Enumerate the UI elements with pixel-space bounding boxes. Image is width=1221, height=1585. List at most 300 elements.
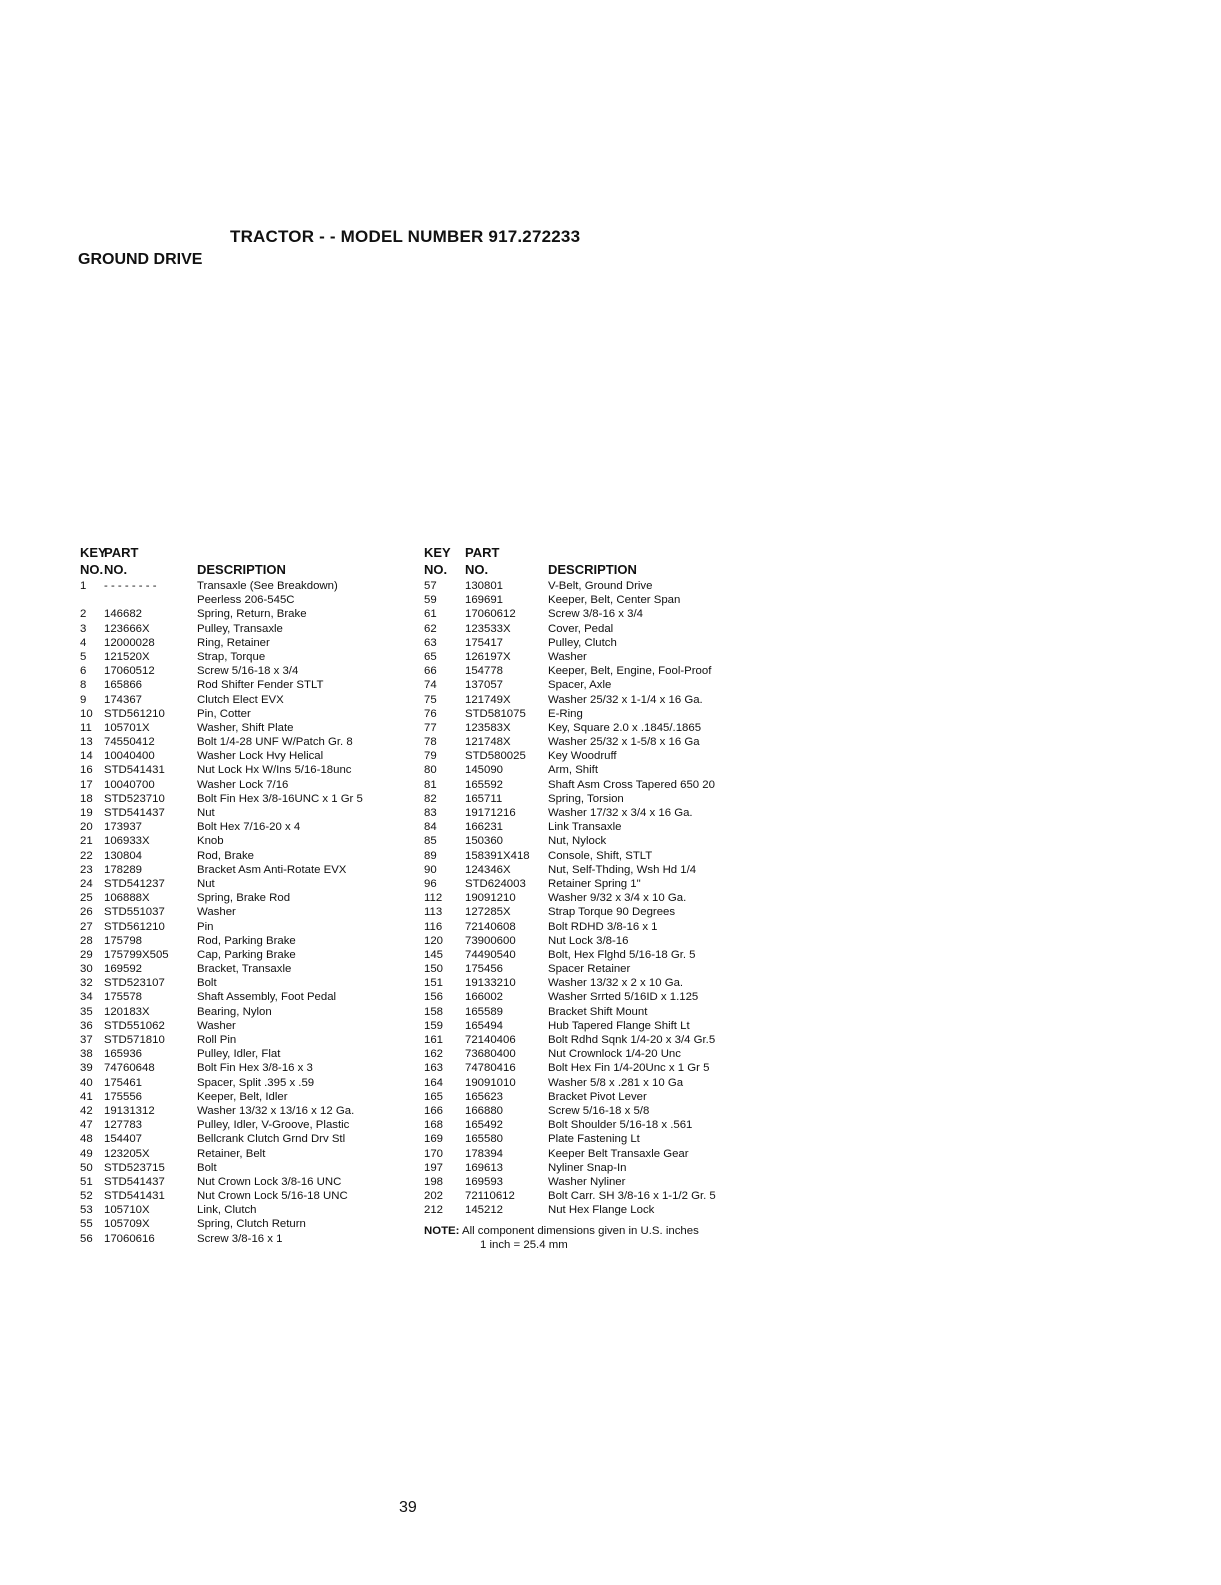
description: Roll Pin	[197, 1034, 237, 1046]
key-no: 151	[424, 977, 444, 990]
table-row	[80, 1189, 410, 1203]
part-no: - - - - - - - -	[104, 580, 157, 592]
description: Washer Lock Hvy Helical	[197, 750, 324, 763]
part-no: 73900600	[465, 934, 516, 947]
key-no: 38	[80, 1048, 93, 1061]
key-no: 79	[424, 750, 437, 763]
description: Keeper, Belt, Center Span	[548, 594, 681, 607]
key-no: 6	[80, 665, 87, 678]
table-row	[424, 1104, 764, 1118]
table-row	[424, 806, 764, 820]
key-no: 28	[80, 934, 93, 947]
table-row	[80, 678, 410, 692]
description: Nut, Self-Thding, Wsh Hd 1/4	[548, 863, 697, 876]
description: Washer 25/32 x 1-5/8 x 16 Ga	[548, 736, 700, 749]
table-row	[424, 905, 764, 919]
key-no: 48	[80, 1133, 93, 1146]
key-no: 156	[424, 991, 444, 1004]
part-no: 174367	[104, 693, 143, 706]
key-no: 169	[424, 1133, 444, 1146]
part-no: 165936	[104, 1048, 143, 1061]
part-no: 169613	[465, 1161, 504, 1174]
key-no: 30	[80, 963, 93, 976]
part-no: 145090	[465, 764, 504, 777]
key-no: 165	[424, 1090, 444, 1103]
part-no: 165623	[465, 1090, 504, 1103]
part-no: STD541431	[104, 1190, 165, 1203]
part-no: 73680400	[465, 1048, 516, 1061]
key-no: 51	[80, 1175, 93, 1188]
table-row	[424, 749, 764, 763]
key-no: 83	[424, 807, 437, 819]
table-row	[424, 721, 764, 735]
description: Bolt RDHD 3/8-16 x 1	[548, 920, 658, 933]
part-no: 165866	[104, 679, 143, 692]
description: Spacer Retainer	[548, 963, 631, 976]
description: Retainer, Belt	[197, 1147, 266, 1160]
key-no: 85	[424, 835, 437, 848]
description: Spacer, Split .395 x .59	[197, 1076, 315, 1089]
part-no: 126197X	[465, 650, 511, 663]
part-no: STD523715	[104, 1161, 165, 1174]
description: Bolt Fin Hex 3/8-16 x 3	[197, 1062, 313, 1075]
description: Nut Crown Lock 5/16-18 UNC	[197, 1190, 348, 1203]
key-no: 66	[424, 665, 437, 678]
table-row	[80, 579, 410, 593]
table-row	[424, 976, 764, 990]
description: Spring, Torsion	[548, 792, 624, 805]
key-no: 56	[80, 1232, 93, 1245]
part-no: 154407	[104, 1133, 143, 1146]
key-no: 41	[80, 1090, 93, 1103]
part-no: 72110612	[465, 1190, 515, 1203]
table-row	[424, 664, 764, 678]
table-row	[424, 948, 764, 962]
note-conversion: 1 inch = 25.4 mm	[480, 1239, 568, 1252]
description: Strap, Torque	[197, 650, 266, 663]
part-no: 169691	[465, 594, 504, 607]
description: V-Belt, Ground Drive	[548, 580, 653, 592]
table-row	[424, 1161, 764, 1175]
table-row	[80, 778, 410, 792]
description: Key, Square 2.0 x .1845/.1865	[548, 721, 702, 734]
part-no: 165589	[465, 1005, 504, 1018]
table-row	[80, 735, 410, 749]
part-no: 74490540	[465, 948, 516, 961]
part-no: STD561210	[104, 707, 165, 720]
table-row	[80, 1147, 410, 1161]
table-row	[424, 1076, 764, 1090]
key-no: 10	[80, 707, 93, 720]
key-no: 24	[80, 877, 93, 890]
part-no: 175417	[465, 636, 504, 649]
description: Bellcrank Clutch Grnd Drv Stl	[197, 1133, 346, 1146]
key-no: 35	[80, 1005, 93, 1018]
key-no: 76	[424, 707, 437, 720]
description: Nut Crown Lock 3/8-16 UNC	[197, 1175, 342, 1188]
description: Keeper Belt Transaxle Gear	[548, 1147, 689, 1160]
part-no: 121748X	[465, 736, 511, 749]
table-row	[424, 735, 764, 749]
key-no: 75	[424, 693, 437, 706]
part-no: 169592	[104, 963, 143, 976]
part-no: STD624003	[465, 877, 526, 890]
part-no: 19091210	[465, 892, 516, 905]
key-no: 120	[424, 934, 444, 947]
header-part-no: NO.	[104, 562, 128, 577]
key-no: 57	[424, 580, 437, 592]
part-no: 165492	[465, 1119, 504, 1132]
part-no: 175799X505	[104, 948, 169, 961]
part-no: 158391X418	[465, 849, 530, 862]
part-no: 105701X	[104, 721, 150, 734]
table-row	[80, 834, 410, 848]
table-row	[424, 763, 764, 777]
description: Nut	[197, 807, 215, 819]
part-no: 175798	[104, 934, 143, 947]
description: Plate Fastening Lt	[548, 1133, 640, 1146]
key-no: 116	[424, 920, 443, 933]
key-no: 40	[80, 1076, 93, 1089]
part-no: 17060612	[465, 608, 516, 621]
part-no: 165711	[465, 792, 503, 805]
key-no: 166	[424, 1104, 444, 1117]
part-no: 105710X	[104, 1204, 150, 1217]
key-no: 164	[424, 1076, 444, 1089]
part-no: 146682	[104, 608, 143, 621]
description: Arm, Shift	[548, 764, 599, 777]
table-row	[80, 1118, 410, 1132]
parts-list-left	[80, 545, 410, 1246]
description: Clutch Elect EVX	[197, 693, 284, 706]
note-label: NOTE:	[424, 1225, 460, 1238]
part-no: STD541431	[104, 764, 165, 777]
key-no: 113	[424, 906, 443, 919]
table-row	[424, 1005, 764, 1019]
key-no: 159	[424, 1019, 444, 1032]
part-no: 127783	[104, 1119, 143, 1132]
header-key-no: NO.	[424, 562, 448, 577]
parts-table-header	[424, 545, 764, 579]
description: Washer	[548, 650, 587, 663]
table-row	[424, 792, 764, 806]
description: Washer 13/32 x 2 x 10 Ga.	[548, 977, 684, 990]
header-part-no: NO.	[465, 562, 489, 577]
key-no: 78	[424, 736, 437, 749]
description: Pulley, Idler, Flat	[197, 1048, 281, 1061]
table-row	[424, 1047, 764, 1061]
key-no: 161	[424, 1034, 444, 1046]
key-no: 89	[424, 849, 437, 862]
description: Washer 25/32 x 1-1/4 x 16 Ga.	[548, 693, 703, 706]
key-no: 55	[80, 1218, 93, 1231]
description: Bolt	[197, 977, 217, 990]
part-no: 121749X	[465, 693, 511, 706]
part-no: 72140608	[465, 920, 516, 933]
part-no: 166231	[465, 821, 504, 834]
part-no: 165592	[465, 778, 504, 791]
part-no: STD580025	[465, 750, 526, 763]
part-no: 175456	[465, 963, 504, 976]
part-no: 10040400	[104, 750, 155, 763]
table-row	[424, 877, 764, 891]
description: Nut Lock 3/8-16	[548, 934, 629, 947]
description: Rod, Parking Brake	[197, 934, 296, 947]
key-no: 42	[80, 1104, 93, 1117]
description: Rod Shifter Fender STLT	[197, 679, 324, 692]
description: Bolt Fin Hex 3/8-16UNC x 1 Gr 5	[197, 792, 363, 805]
table-row	[80, 1104, 410, 1118]
key-no: 14	[80, 750, 93, 763]
key-no: 61	[424, 608, 437, 621]
description: Washer	[197, 1019, 236, 1032]
key-no: 34	[80, 991, 93, 1004]
description: Link, Clutch	[197, 1204, 257, 1217]
key-no: 21	[80, 835, 93, 848]
header-key-no: NO.	[80, 562, 104, 577]
key-no: 22	[80, 849, 93, 862]
description: Washer Nyliner	[548, 1175, 626, 1188]
note-text: All component dimensions given in U.S. inches	[461, 1225, 699, 1238]
key-no: 47	[80, 1119, 93, 1132]
key-no: 170	[424, 1147, 444, 1160]
table-row	[80, 792, 410, 806]
description: Retainer Spring 1"	[548, 877, 641, 890]
key-no: 158	[424, 1005, 444, 1018]
table-row	[80, 1217, 410, 1231]
key-no: 23	[80, 863, 93, 876]
description: Washer Lock 7/16	[197, 778, 289, 791]
part-no: STD581075	[465, 707, 526, 720]
key-no: 36	[80, 1019, 93, 1032]
table-row	[80, 976, 410, 990]
table-row	[80, 721, 410, 735]
description: Cap, Parking Brake	[197, 948, 296, 961]
key-no: 25	[80, 892, 93, 905]
key-no: 145	[424, 948, 444, 961]
key-no: 50	[80, 1161, 93, 1174]
part-no: 175578	[104, 991, 143, 1004]
part-no: STD551062	[104, 1019, 165, 1032]
description: Bolt Rdhd Sqnk 1/4-20 x 3/4 Gr.5	[548, 1034, 716, 1046]
description: Bracket Shift Mount	[548, 1005, 648, 1018]
header-key: KEY	[80, 545, 107, 560]
table-row	[424, 934, 764, 948]
description: Bearing, Nylon	[197, 1005, 272, 1018]
part-no: 19133210	[465, 977, 516, 990]
key-no: 52	[80, 1190, 93, 1203]
table-row	[80, 1232, 410, 1246]
table-row	[424, 622, 764, 636]
part-no: 106933X	[104, 835, 150, 848]
table-row	[80, 707, 410, 721]
part-no: STD561210	[104, 920, 165, 933]
table-row	[80, 749, 410, 763]
table-row	[424, 636, 764, 650]
description: Spring, Brake Rod	[197, 892, 291, 905]
key-no: 5	[80, 650, 87, 663]
table-row	[424, 1189, 764, 1203]
table-row	[80, 905, 410, 919]
key-no: 63	[424, 636, 437, 649]
table-row	[424, 607, 764, 621]
part-no: 178394	[465, 1147, 504, 1160]
table-row	[424, 1019, 764, 1033]
table-row	[424, 834, 764, 848]
description: Bolt Hex Fin 1/4-20Unc x 1 Gr 5	[548, 1062, 710, 1075]
part-no: 121520X	[104, 650, 150, 663]
description: Bracket Pivot Lever	[548, 1090, 647, 1103]
table-row	[424, 1090, 764, 1104]
table-row	[424, 920, 764, 934]
part-no: STD541237	[104, 877, 165, 890]
description: Spring, Clutch Return	[197, 1218, 306, 1231]
description: E-Ring	[548, 707, 583, 720]
header-key: KEY	[424, 545, 451, 560]
description: Screw 5/16-18 x 5/8	[548, 1104, 650, 1117]
part-no: 74550412	[104, 736, 155, 749]
table-row	[80, 1005, 410, 1019]
description: Nut Crownlock 1/4-20 Unc	[548, 1048, 681, 1061]
part-no: 17060616	[104, 1232, 155, 1245]
key-no: 80	[424, 764, 437, 777]
table-row	[424, 778, 764, 792]
table-row	[80, 849, 410, 863]
part-no: 137057	[465, 679, 504, 692]
part-no: 175461	[104, 1076, 143, 1089]
key-no: 19	[80, 807, 93, 819]
part-no: STD571810	[104, 1034, 165, 1046]
key-no: 39	[80, 1062, 93, 1075]
description: Bolt, Hex Flghd 5/16-18 Gr. 5	[548, 948, 696, 961]
description: Screw 3/8-16 x 3/4	[548, 608, 643, 621]
description: Bolt Hex 7/16-20 x 4	[197, 821, 301, 834]
table-row	[424, 1033, 764, 1047]
key-no: 17	[80, 778, 93, 791]
key-no: 96	[424, 877, 437, 890]
description: Washer 17/32 x 3/4 x 16 Ga.	[548, 807, 693, 819]
page-number: 39	[399, 1499, 417, 1516]
description: Peerless 206-545C	[197, 594, 295, 607]
table-row	[424, 1203, 764, 1217]
part-no: 173937	[104, 821, 143, 834]
table-row	[80, 650, 410, 664]
description: Rod, Brake	[197, 849, 254, 862]
key-no: 212	[424, 1204, 444, 1217]
description: Transaxle (See Breakdown)	[197, 580, 338, 592]
description: Key Woodruff	[548, 750, 617, 763]
key-no: 198	[424, 1175, 444, 1188]
table-row	[80, 891, 410, 905]
key-no: 59	[424, 594, 437, 607]
table-row	[80, 820, 410, 834]
description: Keeper, Belt, Engine, Fool-Proof	[548, 665, 712, 678]
part-no: 166002	[465, 991, 504, 1004]
description: Spacer, Axle	[548, 679, 612, 692]
part-no: 166880	[465, 1104, 504, 1117]
table-row	[80, 1019, 410, 1033]
key-no: 11	[80, 721, 92, 734]
part-no: 150360	[465, 835, 504, 848]
table-row	[80, 806, 410, 820]
description: Screw 5/16-18 x 3/4	[197, 665, 299, 678]
part-no: 74780416	[465, 1062, 516, 1075]
header-part: PART	[104, 545, 139, 560]
parts-list-right	[424, 545, 764, 1252]
table-row	[80, 934, 410, 948]
table-row	[80, 1132, 410, 1146]
part-no: 106888X	[104, 892, 150, 905]
table-row	[80, 763, 410, 777]
part-no: 169593	[465, 1175, 504, 1188]
key-no: 162	[424, 1048, 444, 1061]
description: Pin, Cotter	[197, 707, 251, 720]
part-no: 165580	[465, 1133, 504, 1146]
key-no: 90	[424, 863, 437, 876]
part-no: 72140406	[465, 1034, 516, 1046]
table-row	[424, 990, 764, 1004]
description: Washer 13/32 x 13/16 x 12 Ga.	[197, 1104, 355, 1117]
table-row	[80, 693, 410, 707]
description: Shaft Asm Cross Tapered 650 20	[548, 778, 715, 791]
key-no: 197	[424, 1161, 444, 1174]
section-heading: GROUND DRIVE	[78, 251, 203, 268]
page-title: TRACTOR - - MODEL NUMBER 917.272233	[230, 227, 581, 246]
description: Console, Shift, STLT	[548, 849, 653, 862]
key-no: 8	[80, 679, 87, 692]
table-row	[80, 1090, 410, 1104]
key-no: 3	[80, 622, 87, 635]
table-row	[424, 962, 764, 976]
description: Cover, Pedal	[548, 622, 614, 635]
table-row	[80, 1175, 410, 1189]
table-row	[80, 962, 410, 976]
table-row	[80, 622, 410, 636]
description: Pulley, Idler, V-Groove, Plastic	[197, 1119, 350, 1132]
description: Washer	[197, 906, 236, 919]
table-row	[424, 1132, 764, 1146]
key-no: 77	[424, 721, 437, 734]
table-row	[424, 707, 764, 721]
key-no: 112	[424, 892, 443, 905]
key-no: 37	[80, 1034, 93, 1046]
key-no: 18	[80, 792, 93, 805]
key-no: 74	[424, 679, 437, 692]
part-no: 17060512	[104, 665, 155, 678]
table-row	[80, 877, 410, 891]
key-no: 62	[424, 622, 437, 635]
description: Pin	[197, 920, 214, 933]
key-no: 29	[80, 948, 93, 961]
description: Pulley, Clutch	[548, 636, 617, 649]
key-no: 20	[80, 821, 93, 834]
description: Keeper, Belt, Idler	[197, 1090, 288, 1103]
description: Shaft Assembly, Foot Pedal	[197, 991, 337, 1004]
description: Washer 5/8 x .281 x 10 Ga	[548, 1076, 684, 1089]
description: Nyliner Snap-In	[548, 1161, 627, 1174]
dimension-note	[424, 1224, 764, 1252]
header-description: DESCRIPTION	[197, 562, 286, 577]
description: Nut Hex Flange Lock	[548, 1204, 655, 1217]
description: Bolt Shoulder 5/16-18 x .561	[548, 1119, 693, 1132]
part-no: 165494	[465, 1019, 504, 1032]
part-no: STD523710	[104, 792, 165, 805]
header-part: PART	[465, 545, 500, 560]
description: Nut Lock Hx W/Ins 5/16-18unc	[197, 764, 352, 777]
key-no: 53	[80, 1204, 93, 1217]
table-row	[424, 849, 764, 863]
description: Bolt	[197, 1161, 217, 1174]
